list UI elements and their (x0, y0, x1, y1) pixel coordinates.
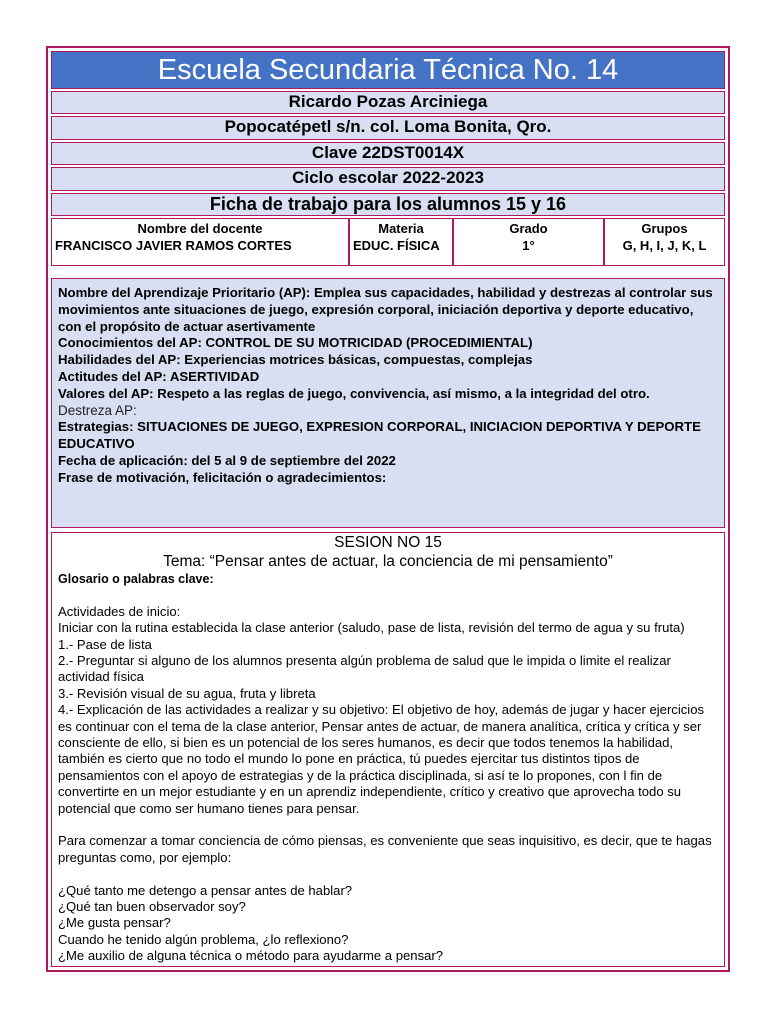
school-clave: Clave 22DST0014X (51, 142, 725, 165)
docente-value: FRANCISCO JAVIER RAMOS CORTES (55, 238, 292, 253)
grupos-label: Grupos (641, 221, 688, 236)
school-cycle: Ciclo escolar 2022-2023 (51, 167, 725, 191)
grado-label: Grado (509, 221, 548, 236)
ap-conocimientos: Conocimientos del AP: CONTROL DE SU MOTRICIDAD (PROCEDIMIENTAL) (58, 335, 533, 351)
school-address: Popocatépetl s/n. col. Loma Bonita, Qro. (51, 116, 725, 140)
school-title: Escuela Secundaria Técnica No. 14 (51, 51, 725, 89)
activity-item-3: 3.- Revisión visual de su agua, fruta y libreta (58, 685, 316, 701)
ap-estrategias: Estrategias: SITUACIONES DE JUEGO, EXPRESION CORPORAL, INICIACION DEPORTIVA Y DEPORTE EDUCATIVO (58, 419, 701, 452)
ap-actitudes: Actitudes del AP: ASERTIVIDAD (58, 368, 260, 384)
grado-value: 1° (522, 238, 535, 253)
ap-habilidades: Habilidades del AP: Experiencias motrices básicas, compuestas, complejas (58, 352, 533, 368)
ap-fecha: Fecha de aplicación: del 5 al 9 de septiembre del 2022 (58, 452, 396, 468)
grupos-cell (604, 218, 725, 266)
grado-cell (453, 218, 604, 266)
question-item: ¿Qué tan buen observador soy? (58, 899, 246, 915)
materia-value: EDUC. FÍSICA (353, 238, 440, 253)
worksheet-page (46, 46, 730, 972)
glossary-label: Glosario o palabras clave: (58, 572, 214, 586)
session-title: SESION NO 15 (334, 534, 442, 551)
activity-item-1: 1.- Pase de lista (58, 636, 152, 652)
activity-item-2: 2.- Preguntar si alguno de los alumnos presenta algún problema de salud que le impida o limite el realizar actividad física (58, 653, 671, 685)
start-activities-text: Iniciar con la rutina establecida la clase anterior (saludo, pase de lista, revisión del termo de agua y su fruta) (58, 620, 685, 636)
info-table (51, 218, 725, 266)
worksheet-title: Ficha de trabajo para los alumnos 15 y 16 (51, 193, 725, 216)
start-activities-label: Actividades de inicio: (58, 603, 181, 619)
ap-frase: Frase de motivación, felicitación o agradecimientos: (58, 469, 387, 485)
activity-item-4: 4.- Explicación de las actividades a realizar y su objetivo: El objetivo de hoy, además de jugar y hacer ejercicios es continuar con el tema de la clase anterior, Pensar antes de actuar, de manera analítica, crítica y crítica y ser consciente de ello, si bien es un potencial de los seres humanos, es decir que todos tenemos la habilidad, también es cierto que no todo el mundo lo pone en práctica, tú puedes ejercitar tus distintos tipos de pensamientos con el apoyo de estrategias y de la práctica disciplinada, si así te lo propones, con l fin de convertirte en un mejor estudiante y en un aprendiz independiente, crítico y creativo que aprovecha todo su potencial que como ser humano tienes para pensar. (58, 702, 705, 816)
question-item: ¿Me gusta pensar? (58, 915, 171, 931)
ap-nombre: Nombre del Aprendizaje Prioritario (AP): Emplea sus capacidades, habilidad y destrezas al controlar sus movimientos ante situaciones de juego, expresión corporal, iniciación deportiva y deporte educativo, con el propósito de actuar asertivamente (58, 285, 713, 334)
question-item: ¿Me auxilio de alguna técnica o método para ayudarme a pensar? (58, 948, 444, 964)
question-item: ¿Qué tanto me detengo a pensar antes de hablar? (58, 882, 353, 898)
materia-label: Materia (378, 221, 424, 236)
docente-label: Nombre del docente (137, 221, 263, 236)
ap-valores: Valores del AP: Respeto a las reglas de juego, convivencia, así mismo, a la integridad del otro. (58, 385, 650, 401)
materia-cell (349, 218, 453, 266)
session-topic: Tema: “Pensar antes de actuar, la conciencia de mi pensamiento” (163, 553, 613, 570)
school-name: Ricardo Pozas Arciniega (51, 91, 725, 114)
ap-destreza: Destreza AP: (58, 402, 137, 418)
ap-section (51, 278, 725, 528)
grupos-value: G, H, I, J, K, L (622, 238, 707, 253)
docente-cell (51, 218, 349, 266)
question-item: Cuando he tenido algún problema, ¿lo reflexiono? (58, 931, 349, 947)
intro-paragraph: Para comenzar a tomar conciencia de cómo piensas, es conveniente que seas inquisitivo, es decir, que te hagas preguntas como, por ejemplo: (58, 833, 712, 865)
session-section (51, 532, 725, 967)
